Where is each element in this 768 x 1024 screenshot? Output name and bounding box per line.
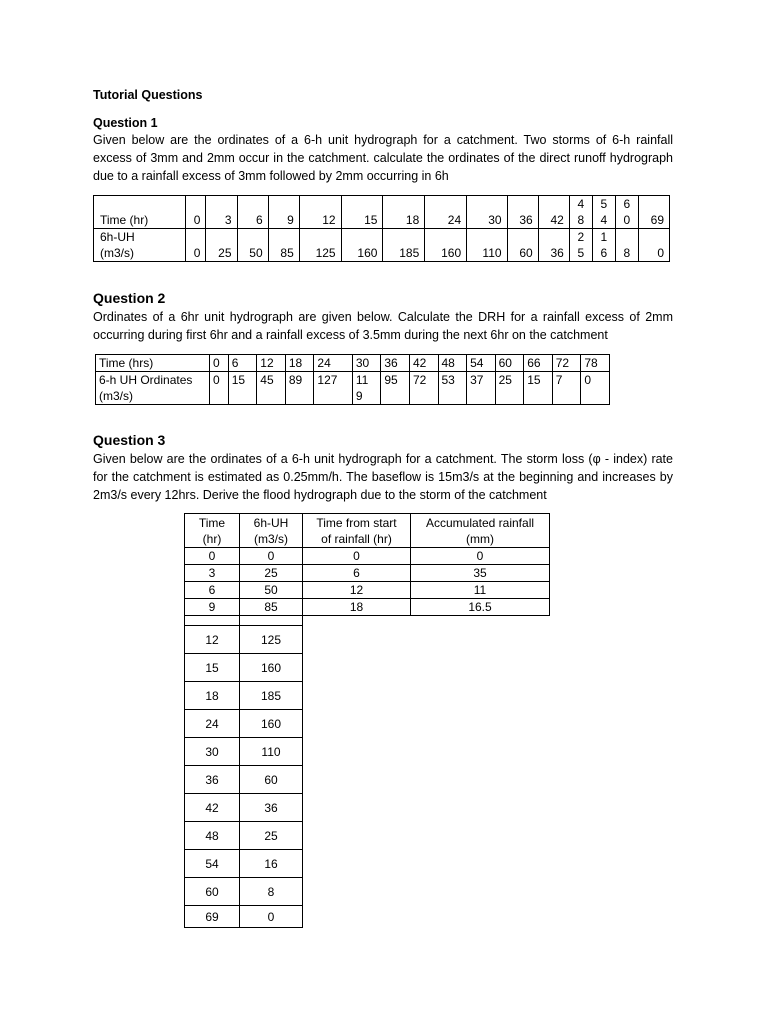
q1-uh-cell: 110	[467, 229, 507, 262]
q2-uh-cell: 45	[257, 372, 286, 405]
q1-uh-cell: 0	[638, 229, 669, 262]
q2-uh-cell: 37	[467, 372, 496, 405]
q1-heading: Question 1	[93, 116, 158, 130]
q1-uh-cell: 25	[206, 229, 237, 262]
q2-uh-label	[96, 372, 210, 405]
wrapped-digit: 11	[355, 373, 369, 387]
wrapped-digit: 6	[623, 197, 631, 211]
q3-uh-cell: 110	[240, 738, 303, 766]
q1-time-cell: 18	[383, 196, 425, 229]
q3-start-cell: 18	[303, 599, 411, 616]
q2-uh-cell: 25	[495, 372, 524, 405]
q3-time-cell: 30	[185, 738, 240, 766]
q1-time-cell-wrapped	[592, 196, 615, 229]
wrapped-digit: 0	[623, 213, 631, 227]
q3-time-cell: 3	[185, 565, 240, 582]
q1-uh-cell-wrapped	[592, 229, 615, 262]
q2-heading: Question 2	[93, 290, 166, 306]
header-line: Time	[198, 515, 226, 530]
q2-time-cell: 48	[438, 355, 467, 372]
q3-uh-cell: 50	[240, 582, 303, 599]
q1-time-cell: 69	[638, 196, 669, 229]
table-row	[185, 582, 550, 599]
wrapped-digit: 5	[600, 197, 608, 211]
q2-uh-cell: 72	[409, 372, 438, 405]
q2-text: Ordinates of a 6hr unit hydrograph are given below. Calculate the DRH for a rainfall excess of 2mm occurring during first 6hr and a rainfall excess of 3.5mm during the next 6hr on the catchment	[93, 310, 673, 342]
q3-time-cell: 60	[185, 878, 240, 906]
q2-uh-cell: 89	[285, 372, 314, 405]
q1-time-cell: 6	[237, 196, 268, 229]
q1-uh-label-line2: (m3/s)	[100, 246, 134, 260]
q3-start-cell: 12	[303, 582, 411, 599]
table-row	[185, 548, 550, 565]
q2-uh-cell: 127	[314, 372, 352, 405]
q2-time-cell: 18	[285, 355, 314, 372]
q2-uh-cell: 15	[524, 372, 553, 405]
q3-header-time	[185, 514, 240, 548]
q3-header-start	[303, 514, 411, 548]
q3-rain-cell: 16.5	[411, 599, 550, 616]
q2-time-cell: 42	[409, 355, 438, 372]
q1-uh-cell: 60	[507, 229, 538, 262]
q2-time-cell: 36	[381, 355, 410, 372]
q3-time-cell: 15	[185, 654, 240, 682]
q1-uh-label	[94, 229, 186, 262]
q3-uh-cell: 85	[240, 599, 303, 616]
q1-uh-cell: 0	[185, 229, 205, 262]
q2-uh-cell: 95	[381, 372, 410, 405]
q1-uh-cell: 50	[237, 229, 268, 262]
q3-uh-cell: 185	[240, 682, 303, 710]
q3-text: Given below are the ordinates of a 6-h unit hydrograph for a catchment. The storm loss (φ - index) rate for the catchment is estimated as 0.25mm/h. The baseflow is 15m3/s at the beginning and increases by 2m3/s every 12hrs. Derive the flood hydrograph due to the storm of the catchment	[93, 452, 673, 502]
q3-uh-cell: 8	[240, 878, 303, 906]
q2-time-cell: 54	[467, 355, 496, 372]
table-row	[185, 710, 550, 738]
q3-header-uh	[240, 514, 303, 548]
q2-uh-label-line2: (m3/s)	[99, 389, 133, 403]
q2-time-cell: 72	[552, 355, 581, 372]
q1-uh-cell: 160	[341, 229, 383, 262]
q2-uh-cell: 53	[438, 372, 467, 405]
q1-time-cell-wrapped	[615, 196, 638, 229]
table-row	[185, 654, 550, 682]
q3-rain-cell: 11	[411, 582, 550, 599]
q1-uh-cell: 8	[615, 229, 638, 262]
q3-time-cell: 24	[185, 710, 240, 738]
q3-time-cell: 0	[185, 548, 240, 565]
q2-uh-cell: 0	[210, 372, 229, 405]
q3-start-cell: 0	[303, 548, 411, 565]
q2-time-label: Time (hrs)	[96, 355, 210, 372]
q2-uh-label-line1: 6-h UH Ordinates	[99, 373, 193, 387]
header-line: (m3/s)	[254, 531, 288, 546]
header-line: (hr)	[202, 531, 222, 546]
q1-time-cell: 30	[467, 196, 507, 229]
q1-uh-label-line1: 6h-UH	[100, 230, 135, 244]
q3-start-cell: 6	[303, 565, 411, 582]
q3-rain-cell: 0	[411, 548, 550, 565]
q3-time-cell: 6	[185, 582, 240, 599]
q2-time-cell: 30	[352, 355, 381, 372]
q2-time-cell: 0	[210, 355, 229, 372]
table-row	[185, 906, 550, 928]
q1-time-cell: 9	[268, 196, 299, 229]
table-row	[185, 738, 550, 766]
wrapped-digit: 6	[600, 246, 608, 260]
table-row	[185, 682, 550, 710]
q3-uh-cell: 160	[240, 654, 303, 682]
q1-time-cell: 24	[425, 196, 467, 229]
q1-uh-cell-wrapped	[569, 229, 592, 262]
header-line: of rainfall (hr)	[321, 531, 392, 546]
q3-time-cell: 36	[185, 766, 240, 794]
header-line: Time from start	[316, 515, 397, 530]
header-line: 6h-UH	[253, 515, 289, 530]
q3-rain-cell: 35	[411, 565, 550, 582]
table-row	[185, 599, 550, 616]
q3-time-cell: 48	[185, 822, 240, 850]
q1-uh-cell: 36	[538, 229, 569, 262]
wrapped-digit: 8	[577, 213, 585, 227]
q3-uh-cell: 36	[240, 794, 303, 822]
q2-uh-cell: 0	[581, 372, 610, 405]
q2-time-cell: 66	[524, 355, 553, 372]
wrapped-digit: 4	[600, 213, 608, 227]
q2-uh-cell: 7	[552, 372, 581, 405]
q2-uh-cell-wrapped	[352, 372, 381, 405]
q1-uh-cell: 125	[299, 229, 341, 262]
wrapped-digit: 5	[577, 246, 585, 260]
q1-time-cell: 15	[341, 196, 383, 229]
wrapped-digit: 9	[355, 389, 363, 403]
q2-time-cell: 24	[314, 355, 352, 372]
q3-table	[184, 513, 550, 928]
q1-uh-cell: 160	[425, 229, 467, 262]
q1-text: Given below are the ordinates of a 6-h unit hydrograph for a catchment. Two storms of 6-h rainfall excess of 3mm and 2mm occur in the catchment. calculate the ordinates of the direct runoff hydrograph due to a rainfall excess of 3mm followed by 2mm occurring in 6h	[93, 133, 673, 183]
header-line: (mm)	[466, 531, 494, 546]
q3-time-cell: 9	[185, 599, 240, 616]
q1-time-cell: 0	[185, 196, 205, 229]
q1-time-cell: 3	[206, 196, 237, 229]
q3-time-cell: 18	[185, 682, 240, 710]
q3-uh-cell: 60	[240, 766, 303, 794]
q3-uh-cell: 25	[240, 822, 303, 850]
wrapped-digit: 4	[577, 197, 585, 211]
page-title: Tutorial Questions	[93, 88, 203, 102]
q1-time-cell-wrapped	[569, 196, 592, 229]
wrapped-digit: 1	[600, 230, 608, 244]
table-row	[185, 794, 550, 822]
q1-uh-cell: 85	[268, 229, 299, 262]
q2-time-cell: 78	[581, 355, 610, 372]
table-row	[185, 822, 550, 850]
q1-table	[93, 195, 670, 262]
wrapped-digit: 2	[577, 230, 585, 244]
q3-uh-cell: 125	[240, 626, 303, 654]
q1-time-label: Time (hr)	[94, 196, 186, 229]
q3-time-cell: 42	[185, 794, 240, 822]
table-row	[185, 878, 550, 906]
q1-time-cell: 36	[507, 196, 538, 229]
q3-time-cell: 12	[185, 626, 240, 654]
q3-time-cell: 69	[185, 906, 240, 928]
table-row	[185, 626, 550, 654]
q3-uh-cell: 25	[240, 565, 303, 582]
q3-uh-cell: 16	[240, 850, 303, 878]
q3-uh-cell: 0	[240, 548, 303, 565]
table-row	[185, 766, 550, 794]
header-line: Accumulated rainfall	[425, 515, 535, 530]
q2-uh-cell: 15	[228, 372, 257, 405]
q2-time-cell: 60	[495, 355, 524, 372]
q2-time-cell: 6	[228, 355, 257, 372]
q1-time-cell: 12	[299, 196, 341, 229]
q3-time-cell: 54	[185, 850, 240, 878]
q2-time-cell: 12	[257, 355, 286, 372]
q3-uh-cell: 160	[240, 710, 303, 738]
q3-heading: Question 3	[93, 432, 166, 448]
q2-table	[95, 354, 610, 405]
q1-uh-cell: 185	[383, 229, 425, 262]
table-row	[185, 565, 550, 582]
q3-uh-cell: 0	[240, 906, 303, 928]
q3-header-rain	[411, 514, 550, 548]
q1-time-cell: 42	[538, 196, 569, 229]
table-row	[185, 850, 550, 878]
